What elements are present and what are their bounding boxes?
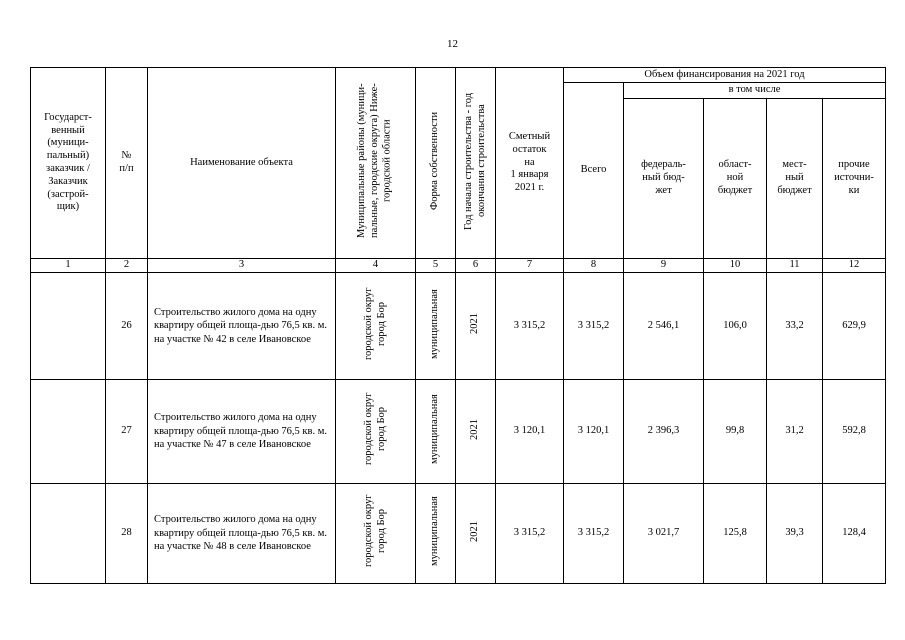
cell-district: городской округ город Бор (336, 380, 416, 484)
header-including: в том числе (624, 83, 886, 99)
cell-ownership: муниципальная (416, 484, 456, 584)
column-index: 1 (31, 259, 106, 273)
cell-object-name: Строительство жилого дома на одну квартиру общей площа-дью 76,5 кв. м. на участке № 42 в селе Ивановское (148, 273, 336, 380)
cell-customer (31, 484, 106, 584)
cell-years: 2021 (456, 484, 496, 584)
cell-district: городской округ город Бор (336, 273, 416, 380)
header-balance: Сметный остаток на 1 января 2021 г. (496, 68, 564, 259)
table-row (31, 273, 886, 380)
column-index: 6 (456, 259, 496, 273)
column-index: 9 (624, 259, 704, 273)
header-ownership: Форма собственности (416, 68, 456, 259)
cell-ownership: муниципальная (416, 380, 456, 484)
header-total: Всего (564, 83, 624, 259)
cell-other: 128,4 (823, 484, 886, 584)
header-years: Год начала строительства - год окончания строительства (456, 68, 496, 259)
cell-customer (31, 380, 106, 484)
page-number: 12 (447, 38, 458, 50)
header-number: № п/п (106, 68, 148, 259)
investment-table (30, 67, 886, 584)
cell-customer (31, 273, 106, 380)
cell-number: 26 (106, 273, 148, 380)
cell-federal: 2 396,3 (624, 380, 704, 484)
cell-balance: 3 120,1 (496, 380, 564, 484)
column-index: 10 (704, 259, 767, 273)
column-index: 12 (823, 259, 886, 273)
table-row (31, 484, 886, 584)
cell-number: 28 (106, 484, 148, 584)
cell-district: городской округ город Бор (336, 484, 416, 584)
cell-total: 3 315,2 (564, 484, 624, 584)
cell-local: 33,2 (767, 273, 823, 380)
cell-years: 2021 (456, 380, 496, 484)
cell-other: 629,9 (823, 273, 886, 380)
cell-object-name: Строительство жилого дома на одну квартиру общей площа-дью 76,5 кв. м. на участке № 48 в селе Ивановское (148, 484, 336, 584)
cell-regional: 106,0 (704, 273, 767, 380)
column-index: 7 (496, 259, 564, 273)
cell-number: 27 (106, 380, 148, 484)
column-index: 11 (767, 259, 823, 273)
cell-local: 31,2 (767, 380, 823, 484)
header-district: Муниципальные районы (муници-пальные, городские округа) Ниже-городской области (336, 68, 416, 259)
cell-other: 592,8 (823, 380, 886, 484)
cell-total: 3 120,1 (564, 380, 624, 484)
table-row (31, 380, 886, 484)
cell-balance: 3 315,2 (496, 484, 564, 584)
cell-years: 2021 (456, 273, 496, 380)
column-index: 8 (564, 259, 624, 273)
header-customer: Государст- венный (муници- пальный) заказчик / Заказчик (застрой- щик) (31, 68, 106, 259)
cell-regional: 99,8 (704, 380, 767, 484)
header-other: прочие источни- ки (823, 99, 886, 259)
cell-ownership: муниципальная (416, 273, 456, 380)
header-object-name: Наименование объекта (148, 68, 336, 259)
cell-local: 39,3 (767, 484, 823, 584)
column-index: 5 (416, 259, 456, 273)
header-local: мест- ный бюджет (767, 99, 823, 259)
cell-federal: 3 021,7 (624, 484, 704, 584)
header-funding-group: Объем финансирования на 2021 год (564, 68, 886, 83)
header-regional: област- ной бюджет (704, 99, 767, 259)
header-federal: федераль- ный бюд- жет (624, 99, 704, 259)
cell-total: 3 315,2 (564, 273, 624, 380)
column-index-row (31, 259, 886, 273)
column-index: 3 (148, 259, 336, 273)
column-index: 2 (106, 259, 148, 273)
cell-object-name: Строительство жилого дома на одну квартиру общей площа-дью 76,5 кв. м. на участке № 47 в селе Ивановское (148, 380, 336, 484)
column-index: 4 (336, 259, 416, 273)
cell-regional: 125,8 (704, 484, 767, 584)
cell-balance: 3 315,2 (496, 273, 564, 380)
cell-federal: 2 546,1 (624, 273, 704, 380)
